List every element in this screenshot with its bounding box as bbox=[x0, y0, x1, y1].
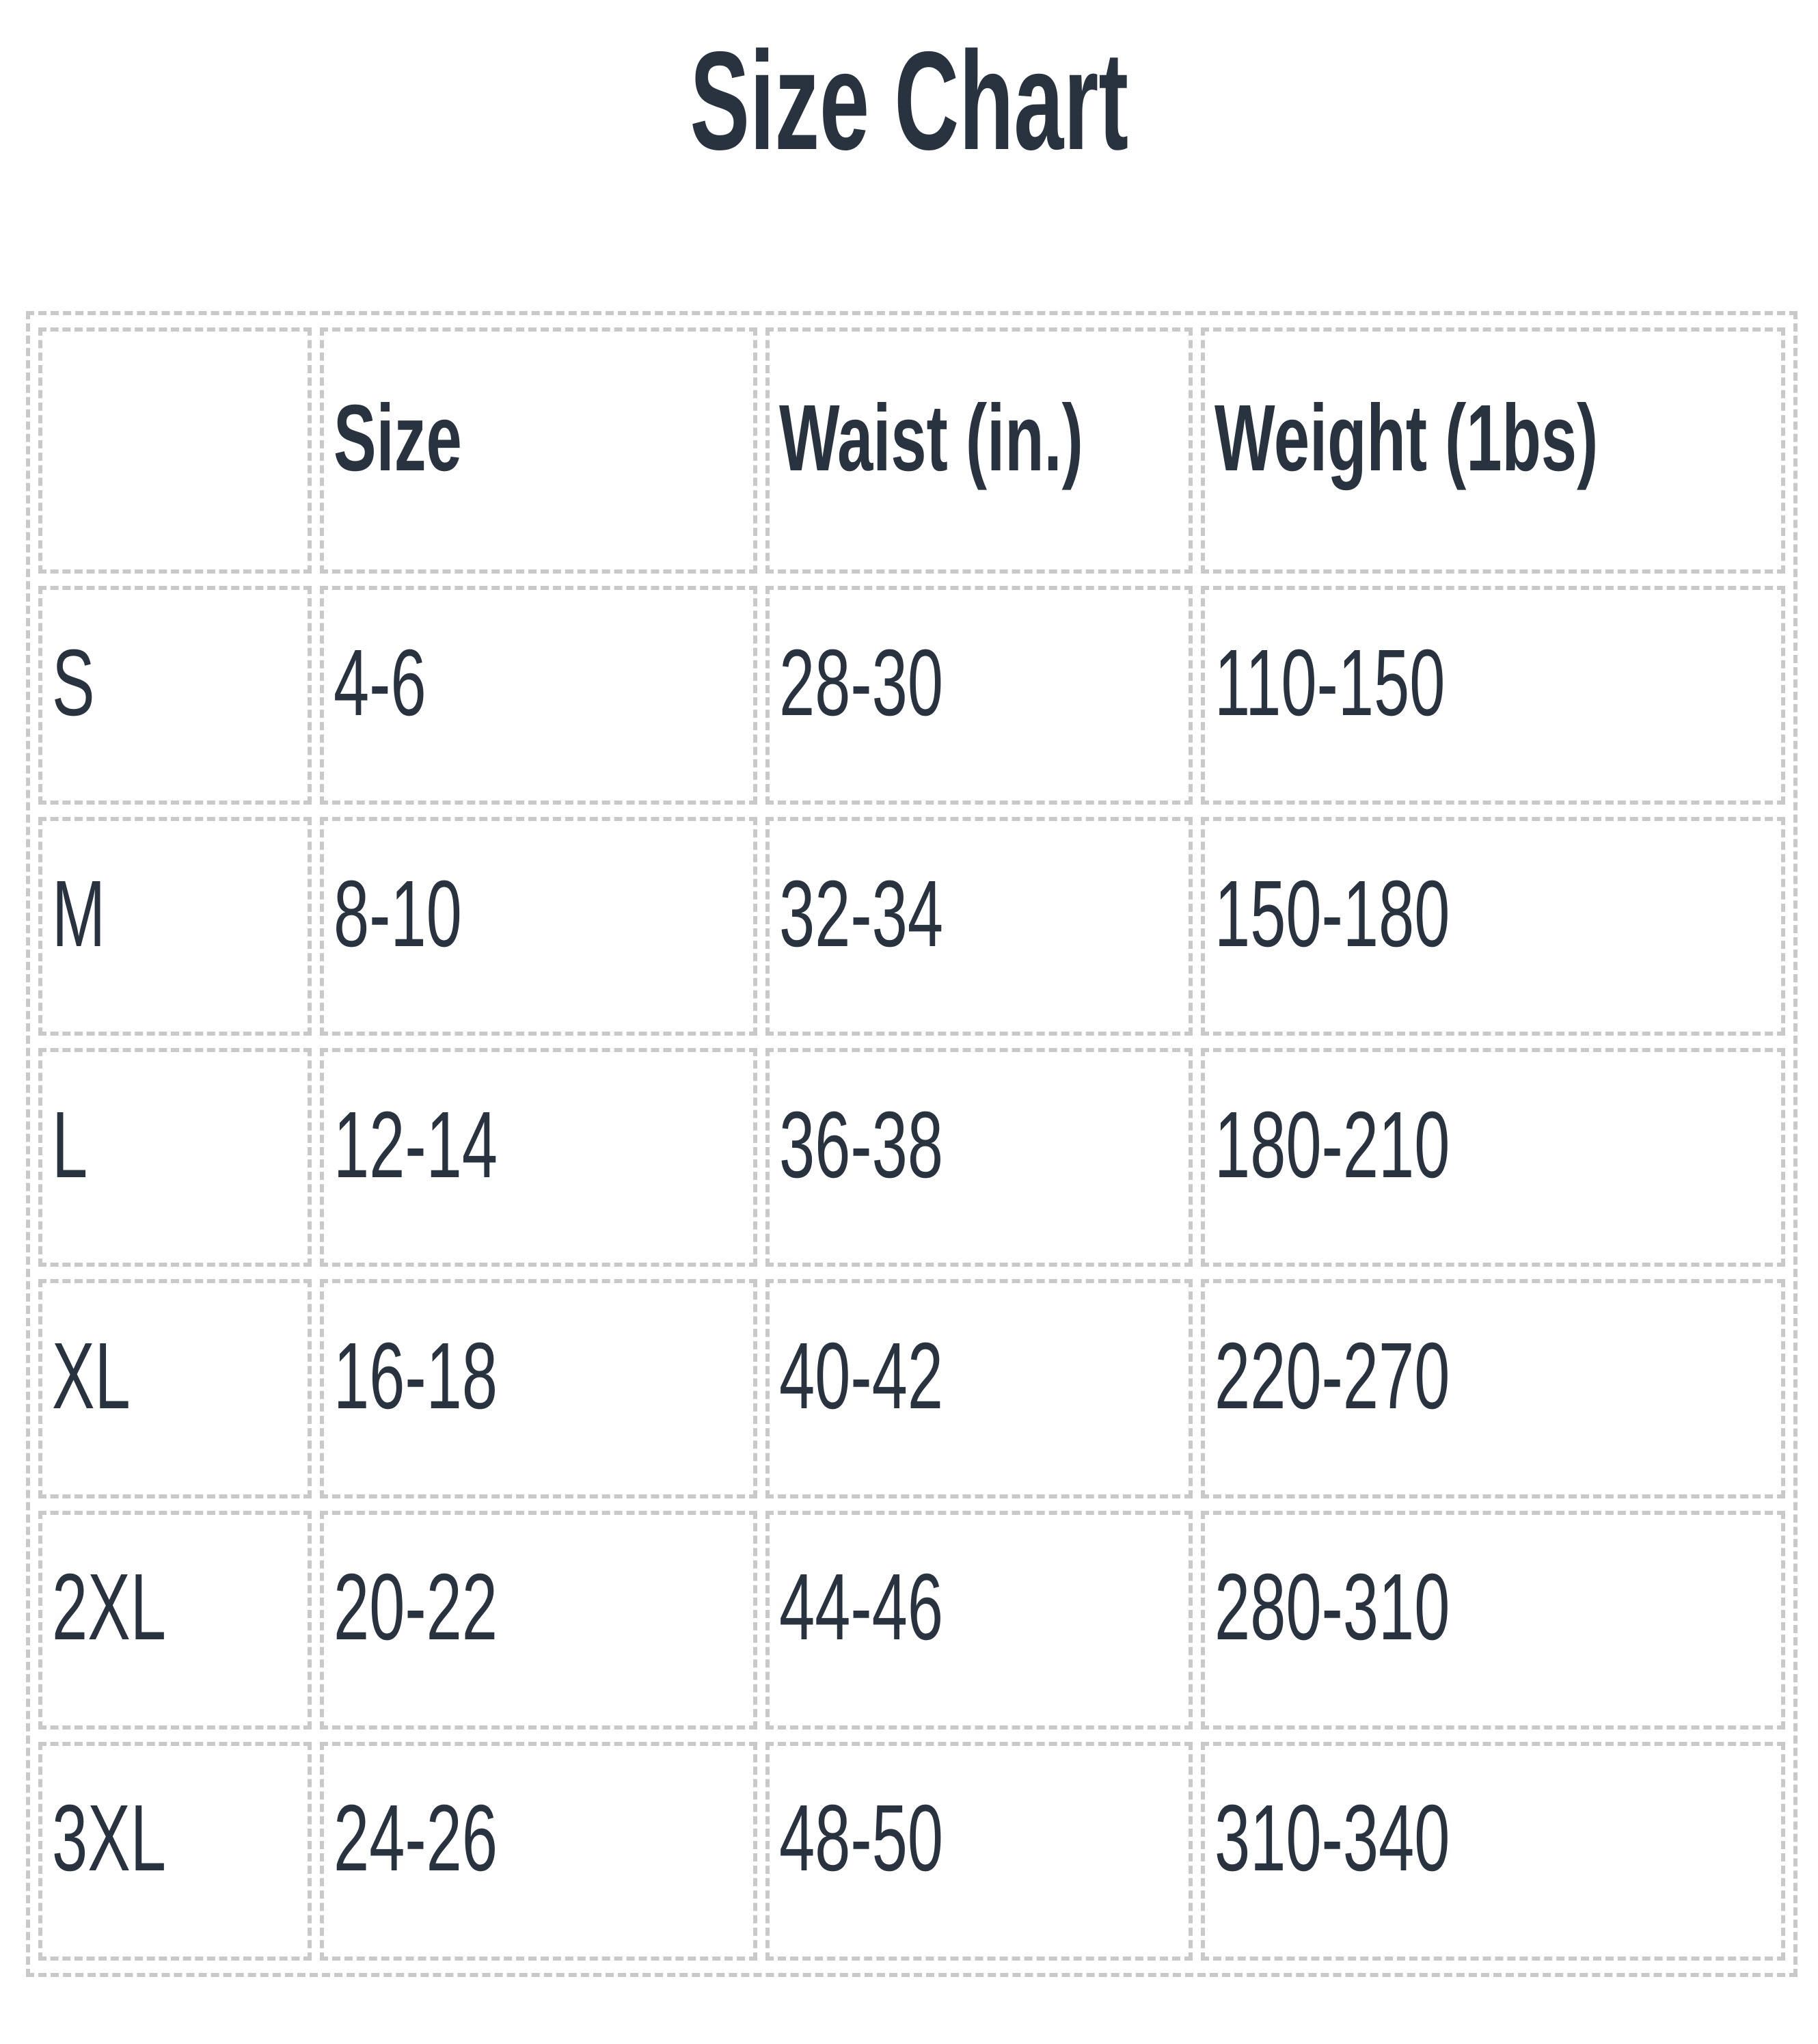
waist-value: 44-46 bbox=[779, 1555, 944, 1660]
waist-value: 48-50 bbox=[779, 1786, 944, 1892]
waist-cell bbox=[765, 817, 1193, 1036]
size-chart-table bbox=[26, 311, 1797, 1977]
header-cell-empty bbox=[38, 327, 312, 574]
table-row-2xl bbox=[38, 1511, 1785, 1730]
table-row-xl bbox=[38, 1279, 1785, 1498]
waist-cell bbox=[765, 1742, 1193, 1961]
header-row bbox=[38, 327, 1785, 574]
size-value: 16-18 bbox=[334, 1323, 498, 1429]
weight-value: 180-210 bbox=[1215, 1092, 1450, 1198]
row-label: 3XL bbox=[52, 1786, 166, 1892]
waist-cell bbox=[765, 1048, 1193, 1267]
size-chart bbox=[30, 315, 1793, 1973]
weight-value: 220-270 bbox=[1215, 1323, 1450, 1429]
weight-cell bbox=[1201, 586, 1785, 805]
row-label-cell bbox=[38, 586, 312, 805]
header-cell-waist bbox=[765, 327, 1193, 574]
waist-cell bbox=[765, 1511, 1193, 1730]
size-value: 4-6 bbox=[334, 630, 426, 736]
row-label-cell bbox=[38, 1279, 312, 1498]
waist-cell bbox=[765, 586, 1193, 805]
size-cell bbox=[320, 586, 757, 805]
row-label: S bbox=[52, 630, 95, 736]
waist-value: 32-34 bbox=[779, 861, 944, 967]
header-waist-text: Waist (in.) bbox=[779, 385, 1083, 491]
weight-cell bbox=[1201, 1279, 1785, 1498]
size-value: 8-10 bbox=[334, 861, 462, 967]
weight-cell bbox=[1201, 1511, 1785, 1730]
size-cell bbox=[320, 817, 757, 1036]
size-cell bbox=[320, 1048, 757, 1267]
weight-cell bbox=[1201, 1048, 1785, 1267]
table-row-3xl bbox=[38, 1742, 1785, 1961]
weight-cell bbox=[1201, 817, 1785, 1036]
row-label-cell bbox=[38, 1742, 312, 1961]
size-cell bbox=[320, 1279, 757, 1498]
weight-value: 150-180 bbox=[1215, 861, 1450, 967]
size-value: 24-26 bbox=[334, 1786, 498, 1892]
waist-cell bbox=[765, 1279, 1193, 1498]
page-title bbox=[0, 21, 1818, 182]
header-weight-text: Weight (1bs) bbox=[1215, 385, 1599, 491]
row-label-cell bbox=[38, 817, 312, 1036]
row-label: XL bbox=[52, 1323, 131, 1429]
size-cell bbox=[320, 1742, 757, 1961]
row-label: L bbox=[52, 1092, 88, 1198]
weight-value: 110-150 bbox=[1215, 630, 1446, 736]
row-label-cell bbox=[38, 1048, 312, 1267]
waist-value: 40-42 bbox=[779, 1323, 944, 1429]
size-value: 20-22 bbox=[334, 1555, 498, 1660]
page-title-text: Size Chart bbox=[690, 23, 1128, 179]
waist-value: 28-30 bbox=[779, 630, 944, 736]
header-cell-size bbox=[320, 327, 757, 574]
table-row-m bbox=[38, 817, 1785, 1036]
size-cell bbox=[320, 1511, 757, 1730]
row-label-cell bbox=[38, 1511, 312, 1730]
weight-cell bbox=[1201, 1742, 1785, 1961]
header-size-text: Size bbox=[334, 385, 462, 491]
row-label: 2XL bbox=[52, 1555, 166, 1660]
size-value: 12-14 bbox=[334, 1092, 498, 1198]
row-label: M bbox=[52, 861, 106, 967]
waist-value: 36-38 bbox=[779, 1092, 944, 1198]
header-cell-weight bbox=[1201, 327, 1785, 574]
weight-value: 310-340 bbox=[1215, 1786, 1450, 1892]
table-row-l bbox=[38, 1048, 1785, 1267]
table-row-s bbox=[38, 586, 1785, 805]
weight-value: 280-310 bbox=[1215, 1555, 1450, 1660]
